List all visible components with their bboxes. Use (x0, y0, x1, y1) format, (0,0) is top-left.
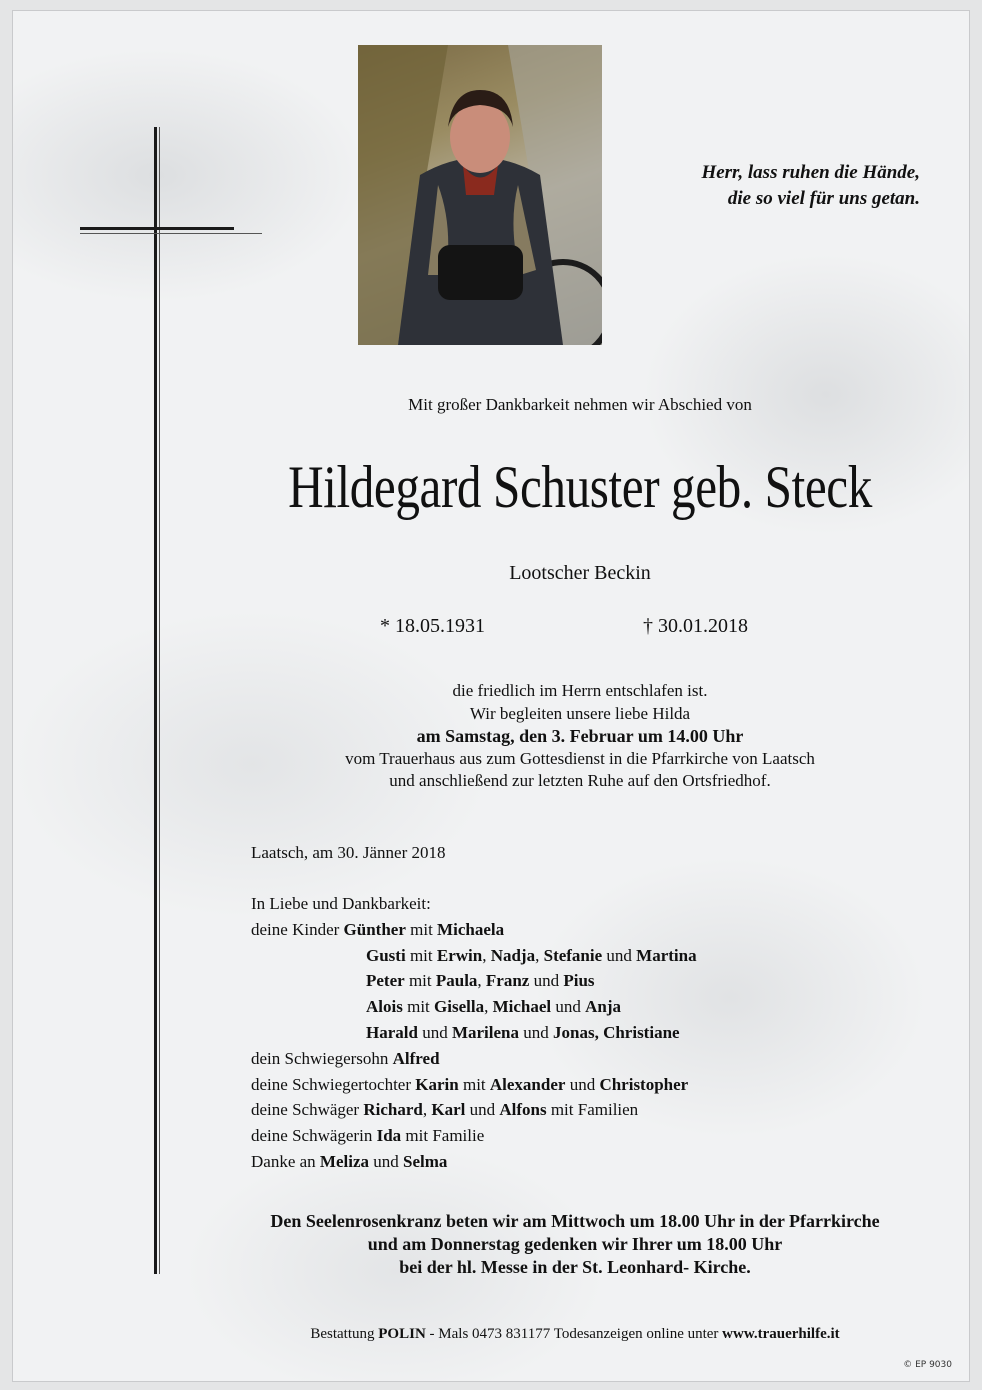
cross-horizontal-bar (80, 227, 234, 230)
notice-line-2: Wir begleiten unsere liebe Hilda (469, 703, 691, 723)
nickname: Lootscher Beckin (509, 562, 651, 584)
mourner-row: Peter mit Paula, Franz und Pius (366, 971, 595, 991)
rosary-notice (200, 1210, 950, 1279)
motto-line-2: die so viel für uns getan. (727, 188, 920, 209)
mourner-row: Gusti mit Erwin, Nadja, Stefanie und Martina (366, 945, 697, 965)
motto-line-1: Herr, lass ruhen die Hände, (701, 162, 920, 183)
mourner-row: Alois mit Gisella, Michael und Anja (366, 997, 622, 1017)
mourner-row: deine Kinder Günther mit Michaela (251, 919, 505, 939)
footer-undertaker: Bestattung POLIN - Mals 0473 831177 Todesanzeigen online unter www.trauerhilfe.it (310, 1326, 840, 1342)
birth-date: * 18.05.1931 (380, 615, 485, 637)
mourner-row: Danke an Meliza und Selma (251, 1151, 448, 1171)
website-link[interactable]: www.trauerhilfe.it (722, 1326, 840, 1342)
cross-vertical-line (159, 127, 160, 1274)
rosary-line-2: und am Donnerstag gedenken wir Ihrer um 18.00 Uhr (367, 1234, 783, 1254)
rosary-line-1: Den Seelenrosenkranz beten wir am Mittwoch um 18.00 Uhr in der Pfarrkirche (270, 1211, 880, 1231)
cross-vertical-bar (154, 127, 157, 1274)
mourner-row: deine Schwäger Richard, Karl und Alfons mit Familien (251, 1100, 639, 1120)
deceased-name: Hildegard Schuster geb. Steck (288, 454, 872, 520)
mourner-row: deine Schwägerin Ida mit Familie (251, 1126, 485, 1146)
notice-line-4: vom Trauerhaus aus zum Gottesdienst in die Pfarrkirche von Laatsch (345, 748, 815, 768)
notice-date: am Samstag, den 3. Februar um 14.00 Uhr (416, 726, 744, 746)
intro-text: Mit großer Dankbarkeit nehmen wir Abschied von (408, 395, 752, 414)
portrait-photo (358, 45, 602, 345)
motto-quote (620, 160, 920, 212)
place-date: Laatsch, am 30. Jänner 2018 (251, 843, 446, 862)
mourner-row: Harald und Marilena und Jonas, Christiane (366, 1022, 680, 1042)
cross-horizontal-line (80, 233, 262, 234)
mourner-row: dein Schwiegersohn Alfred (251, 1048, 440, 1068)
rosary-line-3: bei der hl. Messe in der St. Leonhard- Kirche. (399, 1257, 751, 1277)
death-date: † 30.01.2018 (643, 615, 748, 637)
mourner-row: deine Schwiegertochter Karin mit Alexander und Christopher (251, 1074, 689, 1094)
mourners-list (251, 891, 697, 1175)
notice-line-1: die friedlich im Herrn entschlafen ist. (452, 681, 708, 700)
notice-line-5: und anschließend zur letzten Ruhe auf den Ortsfriedhof. (389, 771, 771, 790)
mourners-heading: In Liebe und Dankbarkeit: (251, 894, 431, 913)
funeral-notice (230, 680, 930, 793)
portrait-illustration (358, 45, 602, 345)
print-code: © EP 9030 (903, 1360, 952, 1370)
